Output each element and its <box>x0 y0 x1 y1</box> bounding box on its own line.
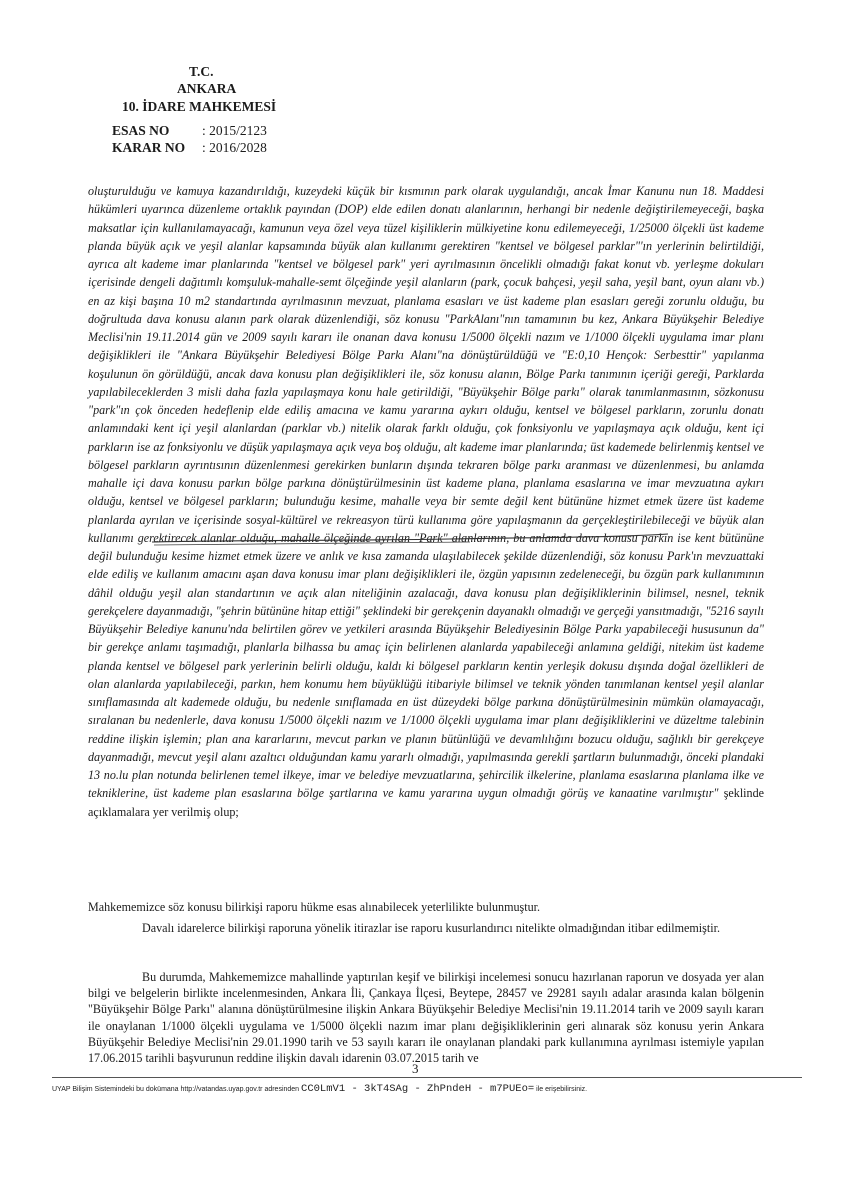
footer-verification <box>52 1083 587 1095</box>
quote-text: oluşturulduğu ve kamuya kazandırıldığı, kuzeydeki küçük bir kısmının park olarak uygulandığı, ancak İmar Kanunu nun 18. Maddesi hükümleri uyarınca düzenleme ortaklık payından (DOP) elde edilen donatı alanlarının, herhangi bir nedenle değiştirilemeyeceği, başka maksatlar için kullanılamayacağı, kamunun veya özel veya tüzel kişiliklerin mülkiyetine konu edilemeyeceği, 1/25000 ölçekli üst kademe planda büyük açık ve yeşil alanlar kapsamında büyük alan kullanımı gerektiren "kentsel ve bölgesel parklar"'ın yerlerinin belirtildiği, ayrıca alt kademe imar planlarında "kentsel ve bölgesel park" yeri ayrılmasının öncelikli olmadığı fakat konut vb. yerleşme dokuları içerisinde dengeli dağıtımlı komşuluk-mahalle-semt ölçeğinde yeşil alanların (park, çocuk bahçesi, yeşil saha, yeşil bant, oyun alanı vb.) en az kişi başına 10 m2 standartında ayrılmasının mevzuat, planlama esasları ve üst kademe plan esasları gereği zorunlu olduğu, bu doğrultuda dava konusu alanın park olarak düzenlendiği, söz konusu "ParkAlanı"nın tamamının bu kez, Ankara Büyükşehir Belediye Meclisi'nin 19.11.2014 gün ve 2009 sayılı kararı ile onanan dava konusu 1/5000 ölçekli nazım ve 1/1000 ölçekli uygulama imar planı değişiklikleri ile "Ankara Büyükşehir Belediyesi Bölge Parkı Alanı"na dönüştürüldüğü ve "E:0,10 Hençok: Serbesttir" yapılanma koşulunun ön görüldüğü, ancak dava konusu plan değişiklikleri ile, söz konusu alanın, Bölge Parkı tanımının içeriği gereği, Parklarda yapılabileceklerden 3 misli daha fazla yapılaşmaya konu hale getirildiği, "Büyükşehir Bölge parkı" olarak tanımlanmasının, sözkonusu "park"ın çok önceden hedeflenip elde ediliş amacına ve kamu yararına aykırı olduğu, kentsel ve bölgesel parkların, zorunlu donatı anlamındaki kent içi yeşil alanlardan (parklar vb.) nitelik olarak farklı olduğu, çok fonksiyonlu ve yapılaşmaya açık olduğu, kent içi parkların ise az fonksiyonlu ve düşük yapılaşmaya açık veya boş olduğu, alt kademe imar planlarında; üst kademede belirlenmiş kentsel ve bölgesel parkların ayrıntısının düzenlenmesi gerekirken bunların dışında tekraren bölge parkı aranması ve düzenlenmesi, bu anlamda mahalle içi dava konusu parkın bölge parkına dönüştürülmesinin üst kademe plana, planlama esaslarına ve imar mevzuatına aykırı olduğu, kentsel ve bölgesel parkların; bulunduğu kesime, mahalle veya bir semte değil kent bütününe hizmet etmek üzere üst kademe planlarda ayrılan ve içerisinde sosyal-kültürel ve rekreasyon türü kullanıma göre yapılaşmanın da gerçekleştirilebileceği ve büyük alan kullanımı gerektirecek alanlar olduğu, mahalle ölçeğinde ayrılan "Park" alanlarının, bu anlamda dava konusu parkın ise kent bütününe değil bulunduğu kesime hizmet etmek üzere ve anlık ve kısa zamanda ulaşılabilecek şekilde düzenlendiği, söz konusu Park'ın mevzuattaki elde ediliş ve kullanım amacını aşan dava konusu imar planı değişiklikleri ile, özgün yapısının zedeleneceği, bu özgün park kullanımının dâhil olduğu yeşil alan standartının ve açık alan niteliğinin azalacağı, dava konusu plan değişikliklerinin bilimsel, nesnel, teknik gerekçelere dayanmadığı, "şehrin bütününe hitap ettiği" şeklindeki bir gerekçenin dayanaklı olmadığı ve gerçeği yansıtmadığı, "5216 sayılı Büyükşehir Belediye kanunu'nda belirtilen görev ve yetkileri arasında Büyükşehir Belediyesinin Bölge Parkı yapabileceği hususunun da" bir gerekçe anlamı taşımadığı, planlarla bilhassa bu amaç için belirlenen alanlarda yapabileceği anlamına geldiği, nitekim üst kademe planda kentsel ve bölgesel park yerlerinin belirli olduğu, kaldı ki bölgesel parkların kentin yerleşik dokusu dışında doğal özellikleri de olan alanlarda yapılabileceği, parkın, hem konumu hem büyüklüğü itibariyle bilimsel ve teknik yönden tanımlanan kentsel yeşil alanlar sınıflamasında alt kademede olduğu, bu nedenle sınıflamada en üst düzeydeki bölge parkına dönüştürülmesinin mümkün olamayacağı, sıralanan bu nedenlerle, dava konusu 1/5000 ölçekli nazım ve 1/1000 ölçekli uygulama imar planı değişikliklerini ve düzeltme talebinin reddine ilişkin işlemin; plan ana kararlarını, mevcut parkın ve planın bütünlüğü ve devamlılığını bozucu olduğu, sağlıklı bir gerekçeye dayanmadığı, mevcut yeşil alanı azaltıcı olduğundan kamu yararlı olmadığı, yapılmasında gerekli şartların bulunmadığı, önceki plandaki 13 no.lu plan notunda belirlenen temel ilkeye, imar ve belediye mevzuatlarına, şehircilik ilkelerine, planlama esaslarına planlama ilke ve tekniklerine, üst kademe plan esaslarına bölge şartlarına ve kamu yararına uygun olmadığı görüş ve kanaatine varılmıştır" <box>88 184 764 801</box>
quote-tail: şeklinde açıklamalara yer verilmiş olup; <box>88 786 765 819</box>
karar-label: KARAR NO <box>112 140 186 155</box>
esas-label: ESAS NO <box>112 123 170 138</box>
esas-row <box>112 123 267 139</box>
footer-code: CC0LmV1 - 3kT4SAg - ZhPndeH - m7PUEo= <box>301 1083 535 1095</box>
paragraph-objections <box>88 921 764 937</box>
footer-divider <box>52 1077 802 1078</box>
quote-conclusion: Mahkememizce söz konusu bilirkişi raporu hükme esas alınabilecek yeterlilikte bulunmuştur. <box>88 900 541 914</box>
karar-value: : 2016/2028 <box>202 140 267 155</box>
paragraph-objections-text: Davalı idarelerce bilirkişi raporuna yönelik itirazlar ise raporu kusurlandırıcı nitelikte olmadığından itibar edilmemiştir. <box>142 921 720 935</box>
esas-value: : 2015/2123 <box>202 123 267 138</box>
footer-suffix: ile erişebilirsiniz. <box>536 1086 588 1093</box>
karar-row <box>112 140 267 156</box>
court-name: 10. İDARE MAHKEMESİ <box>122 99 277 114</box>
page-number: 3 <box>412 1061 419 1076</box>
footer-prefix: UYAP Bilişim Sistemindeki bu dokümana http://vatandas.uyap.gov.tr adresinden <box>52 1086 300 1093</box>
paragraph-assessment-text: Bu durumda, Mahkememizce mahallinde yaptırılan keşif ve bilirkişi incelemesi sonucu hazırlanan raporun ve dosyada yer alan bilgi ve belgelerin birlikte incelenmesinden, Ankara İli, Çankaya İlçesi, Beytepe, 28457 ve 29281 sayılı adalar arasında kalan bölgenin "Büyükşehir Bölge Parkı" alanına dönüştürülmesine ilişkin Ankara Büyükşehir Belediye Meclisi'nin 19.11.2014 tarih ve 2009 sayılı kararı ile onaylanan 1/1000 ölçekli uygulama ve 1/5000 ölçekli nazım imar planı değişikliklerinin geri alınarak söz konusu yerin Ankara Büyükşehir Belediye Meclisi'nin 29.01.1990 tarih ve 53 sayılı kararı ile onaylanan plandaki park kullanımına ayrılması istemiyle yapılan 17.06.2015 tarihli başvurunun reddine ilişkin davalı idarenin 03.07.2015 tarih ve <box>88 970 764 1066</box>
header-city: ANKARA <box>177 81 237 96</box>
header-tc: T.C. <box>189 64 214 79</box>
paragraph-assessment <box>88 969 764 1066</box>
handwritten-underline <box>150 528 670 548</box>
expert-report-quote <box>88 182 764 821</box>
